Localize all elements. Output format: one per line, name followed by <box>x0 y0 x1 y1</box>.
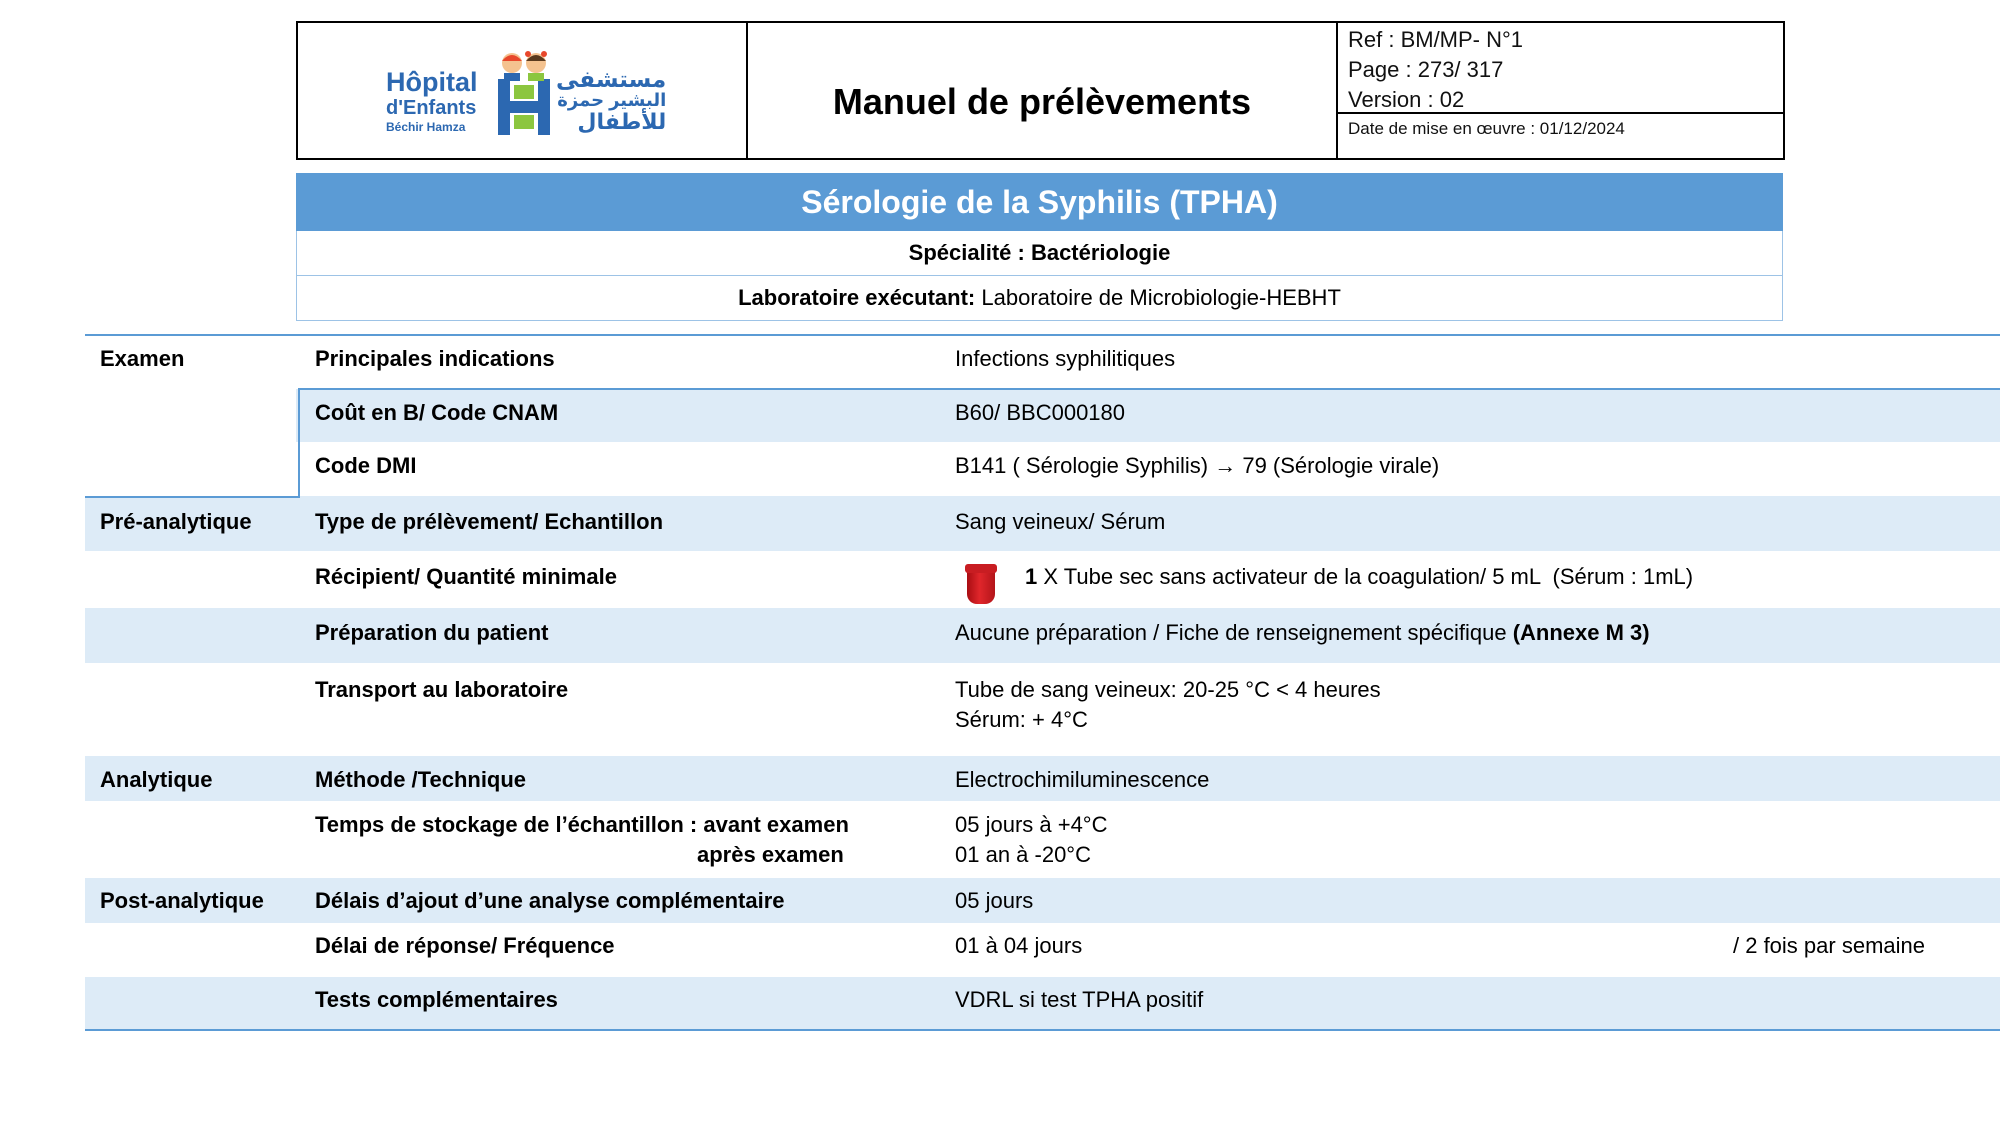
meta-info <box>1338 23 1783 114</box>
specialite-row <box>296 231 1783 276</box>
table-bottom-border <box>85 1029 2000 1031</box>
row-value-methode: Electrochimiluminescence <box>955 767 1210 792</box>
recipient-text: X Tube sec sans activateur de la coagulation/ 5 mL (Sérum : 1mL) <box>1037 564 1694 589</box>
logo-ar-line-1: مستشفى <box>556 66 667 92</box>
page-text: Page : 273/ 317 <box>1348 57 1504 82</box>
row-value-tests: VDRL si test TPHA positif <box>955 987 1204 1012</box>
row-label-tests: Tests complémentaires <box>315 987 558 1012</box>
row-value-transport-2: Sérum: + 4°C <box>955 707 1088 732</box>
row-value-cout: B60/ BBC000180 <box>955 400 1126 425</box>
row-label-recipient: Récipient/ Quantité minimale <box>315 564 617 589</box>
document-header <box>296 21 1785 160</box>
row-value-reponse: 01 à 04 jours <box>955 933 1083 958</box>
row-label-indications: Principales indications <box>315 346 555 371</box>
logo-arabic-text <box>556 67 666 133</box>
row-value-indications: Infections syphilitiques <box>955 346 1176 371</box>
section-examen: Examen <box>100 346 185 371</box>
red-tube-icon <box>967 566 995 604</box>
specialite-text: Spécialité : Bactériologie <box>908 240 1171 265</box>
row-value-recipient <box>1025 562 1693 592</box>
labo-label: Laboratoire exécutant: <box>738 285 976 310</box>
version-text: Version : 02 <box>1348 87 1465 112</box>
logo-line-3: Béchir Hamza <box>386 120 466 134</box>
logo-line-1: Hôpital <box>386 67 478 97</box>
row-label-ajout: Délais d’ajout d’une analyse complémentaire <box>315 888 785 913</box>
meta-cell <box>1338 23 1783 158</box>
labo-value: Laboratoire de Microbiologie-HEBHT <box>975 285 1341 310</box>
row-value-transport-1: Tube de sang veineux: 20-25 °C < 4 heures <box>955 677 1381 702</box>
row-label-methode: Méthode /Technique <box>315 767 527 792</box>
table-top-border <box>85 334 2000 336</box>
hospital-logo-icon <box>494 49 554 139</box>
examen-bottom-border <box>85 496 300 498</box>
preparation-annexe: (Annexe M 3) <box>1512 620 1650 645</box>
row-value-prelevement: Sang veineux/ Sérum <box>955 509 1166 534</box>
row-label-transport: Transport au laboratoire <box>315 677 569 702</box>
date-text: Date de mise en œuvre : 01/12/2024 <box>1348 119 1625 138</box>
exam-title-banner: Sérologie de la Syphilis (TPHA) <box>296 173 1783 231</box>
document-title: Manuel de prélèvements <box>832 80 1252 122</box>
laboratoire-row <box>296 276 1783 321</box>
logo-french-text <box>386 69 478 133</box>
row-label-stockage-1: Temps de stockage de l’échantillon : avant examen <box>315 812 849 837</box>
logo-ar-line-2: البشير حمزة <box>557 90 667 111</box>
logo-line-2: d'Enfants <box>386 97 477 119</box>
hospital-logo <box>386 49 666 139</box>
row-value-preparation <box>955 618 1650 648</box>
row-value-stockage-2: 01 an à -20°C <box>955 842 1091 867</box>
row-value-dmi: B141 ( Sérologie Syphilis) → 79 (Sérologie virale) <box>955 453 1440 478</box>
row-value-ajout: 05 jours <box>955 888 1034 913</box>
preparation-text: Aucune préparation / Fiche de renseignement spécifique <box>955 620 1513 645</box>
section-post-analytique: Post-analytique <box>100 888 264 913</box>
recipient-qty: 1 <box>1025 564 1038 589</box>
row-label-preparation: Préparation du patient <box>315 620 549 645</box>
title-cell <box>748 23 1338 158</box>
row-label-dmi: Code DMI <box>315 453 417 478</box>
section-analytique: Analytique <box>100 767 213 792</box>
logo-cell <box>298 23 748 158</box>
row-label-prelevement: Type de prélèvement/ Echantillon <box>315 509 664 534</box>
row-value-stockage-1: 05 jours à +4°C <box>955 812 1108 837</box>
section-pre-analytique: Pré-analytique <box>100 509 252 534</box>
ref-text: Ref : BM/MP- N°1 <box>1348 27 1524 52</box>
row-label-cout: Coût en B/ Code CNAM <box>315 400 559 425</box>
row-label-reponse: Délai de réponse/ Fréquence <box>315 933 615 958</box>
logo-ar-line-3: للأطفال <box>577 109 667 135</box>
row-value-frequence: / 2 fois par semaine <box>1733 933 1925 958</box>
examen-vertical-border <box>298 388 300 498</box>
row-label-stockage-2: après examen <box>697 842 844 867</box>
examen-inner-border <box>298 388 2000 390</box>
